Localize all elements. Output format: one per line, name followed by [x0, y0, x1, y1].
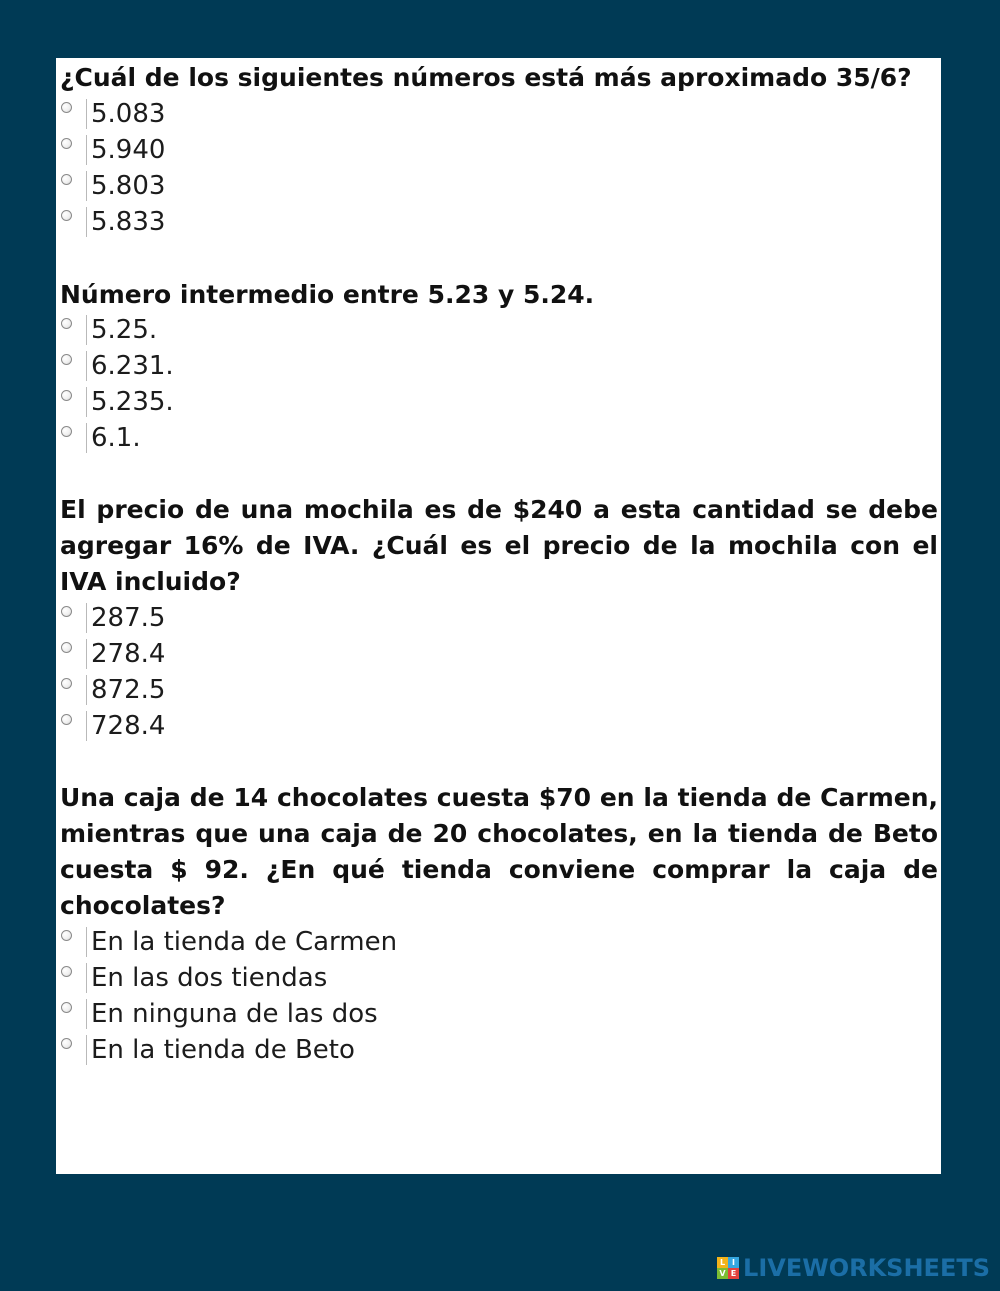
option-label: 278.4	[86, 639, 165, 669]
option-label: 5.083	[86, 99, 165, 129]
option-label: 287.5	[86, 603, 165, 633]
q2-option-2[interactable]	[61, 348, 174, 384]
q3-option-2[interactable]	[61, 636, 165, 672]
radio-button[interactable]	[61, 930, 72, 941]
option-label: En la tienda de Beto	[86, 1035, 355, 1065]
q3-option-1[interactable]	[61, 600, 165, 636]
radio-button[interactable]	[61, 642, 72, 653]
option-label: En ninguna de las dos	[86, 999, 378, 1029]
q2-option-3[interactable]	[61, 384, 174, 420]
radio-button[interactable]	[61, 390, 72, 401]
liveworksheets-logo[interactable]	[717, 1256, 990, 1280]
logo-letter: L	[717, 1257, 728, 1268]
radio-button[interactable]	[61, 678, 72, 689]
logo-letter: E	[728, 1268, 739, 1279]
logo-letter: V	[717, 1268, 728, 1279]
option-label: 5.803	[86, 171, 165, 201]
option-label: 6.231.	[86, 351, 174, 381]
q2-option-4[interactable]	[61, 420, 141, 456]
question-4-text: Una caja de 14 chocolates cuesta $70 en la tienda de Carmen, mientras que una caja de 20 chocolates, en la tienda de Beto cuesta $ 92. ¿En qué tienda conviene comprar la caja de chocolates?	[60, 783, 938, 920]
q4-option-4[interactable]	[61, 1032, 355, 1068]
option-label: En las dos tiendas	[86, 963, 327, 993]
q3-option-3[interactable]	[61, 672, 165, 708]
liveworksheets-icon	[717, 1257, 739, 1279]
q4-option-2[interactable]	[61, 960, 327, 996]
option-label: 6.1.	[86, 423, 141, 453]
q4-option-3[interactable]	[61, 996, 378, 1032]
q3-option-4[interactable]	[61, 708, 165, 744]
option-label: En la tienda de Carmen	[86, 927, 397, 957]
radio-button[interactable]	[61, 138, 72, 149]
q4-option-1[interactable]	[61, 924, 397, 960]
option-label: 5.833	[86, 207, 165, 237]
radio-button[interactable]	[61, 318, 72, 329]
option-label: 5.25.	[86, 315, 157, 345]
radio-button[interactable]	[61, 102, 72, 113]
radio-button[interactable]	[61, 354, 72, 365]
option-label: 5.940	[86, 135, 165, 165]
question-3-text: El precio de una mochila es de $240 a esta cantidad se debe agregar 16% de IVA. ¿Cuál es el precio de la mochila con el IVA incluido?	[60, 495, 938, 596]
question-1-text: ¿Cuál de los siguientes números está más aproximado 35/6?	[60, 63, 912, 92]
q1-option-1[interactable]	[61, 96, 165, 132]
radio-button[interactable]	[61, 966, 72, 977]
logo-letter: I	[728, 1257, 739, 1268]
radio-button[interactable]	[61, 606, 72, 617]
radio-button[interactable]	[61, 1002, 72, 1013]
radio-button[interactable]	[61, 174, 72, 185]
radio-button[interactable]	[61, 426, 72, 437]
worksheet-page	[56, 58, 941, 1174]
radio-button[interactable]	[61, 210, 72, 221]
q1-option-3[interactable]	[61, 168, 165, 204]
option-label: 728.4	[86, 711, 165, 741]
question-2-text: Número intermedio entre 5.23 y 5.24.	[60, 280, 595, 309]
q1-option-2[interactable]	[61, 132, 165, 168]
brand-name: LIVEWORKSHEETS	[743, 1254, 990, 1282]
q2-option-1[interactable]	[61, 312, 157, 348]
q1-option-4[interactable]	[61, 204, 165, 240]
option-label: 872.5	[86, 675, 165, 705]
radio-button[interactable]	[61, 714, 72, 725]
option-label: 5.235.	[86, 387, 174, 417]
radio-button[interactable]	[61, 1038, 72, 1049]
